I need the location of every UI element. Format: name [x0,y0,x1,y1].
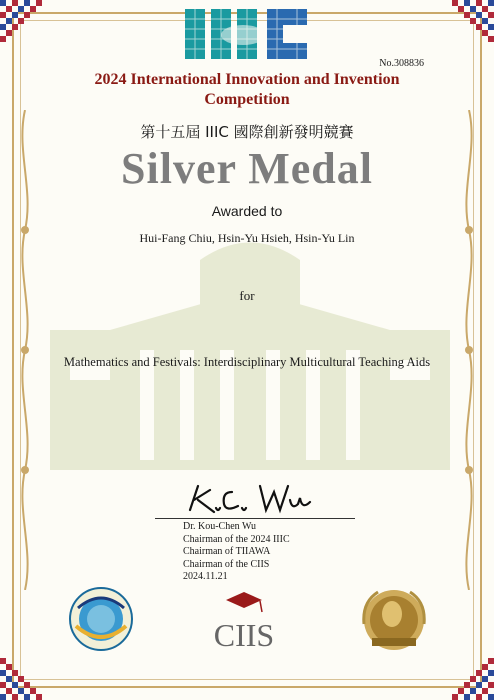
signed-date: 2024.11.21 [183,571,228,582]
corner-pattern-bottom-left [0,658,42,700]
corner-pattern-top-left [0,0,42,42]
title-line-2: Competition [204,91,290,108]
portrait-medal-seal [358,584,430,656]
recipient-names: Hui-Fang Chiu, Hsin-Yu Hsieh, Hsin-Yu Lin [139,231,355,245]
signature-line [155,518,355,519]
awarded-to-label: Awarded to [211,203,283,219]
signature [180,480,330,516]
for-label: for [239,288,255,303]
project-title: Mathematics and Festivals: Interdisciplinary Multicultural Teaching Aids [63,355,431,369]
signer-name: Dr. Kou-Chen Wu [183,521,257,532]
signer-role-2: Chairman of TIIAWA [183,546,271,557]
signer-block [183,521,290,584]
ciis-logo-text: CIIS [213,617,275,652]
competition-title [0,70,494,110]
iiic-logo [183,5,309,63]
medal-title: Silver Medal [121,144,373,193]
chinese-title: 第十五屆 IIIC 國際創新發明競賽 [140,123,354,141]
corner-pattern-top-right [452,0,494,42]
title-line-1: 2024 International Innovation and Invention [94,71,400,88]
signer-role-3: Chairman of the CIIS [183,558,270,570]
ciis-logo [204,590,284,652]
certificate-number: No.308836 [379,58,424,69]
tiiawa-seal [68,586,134,652]
signer-role-1: Chairman of the 2024 IIIC [183,533,290,545]
corner-pattern-bottom-right [452,658,494,700]
